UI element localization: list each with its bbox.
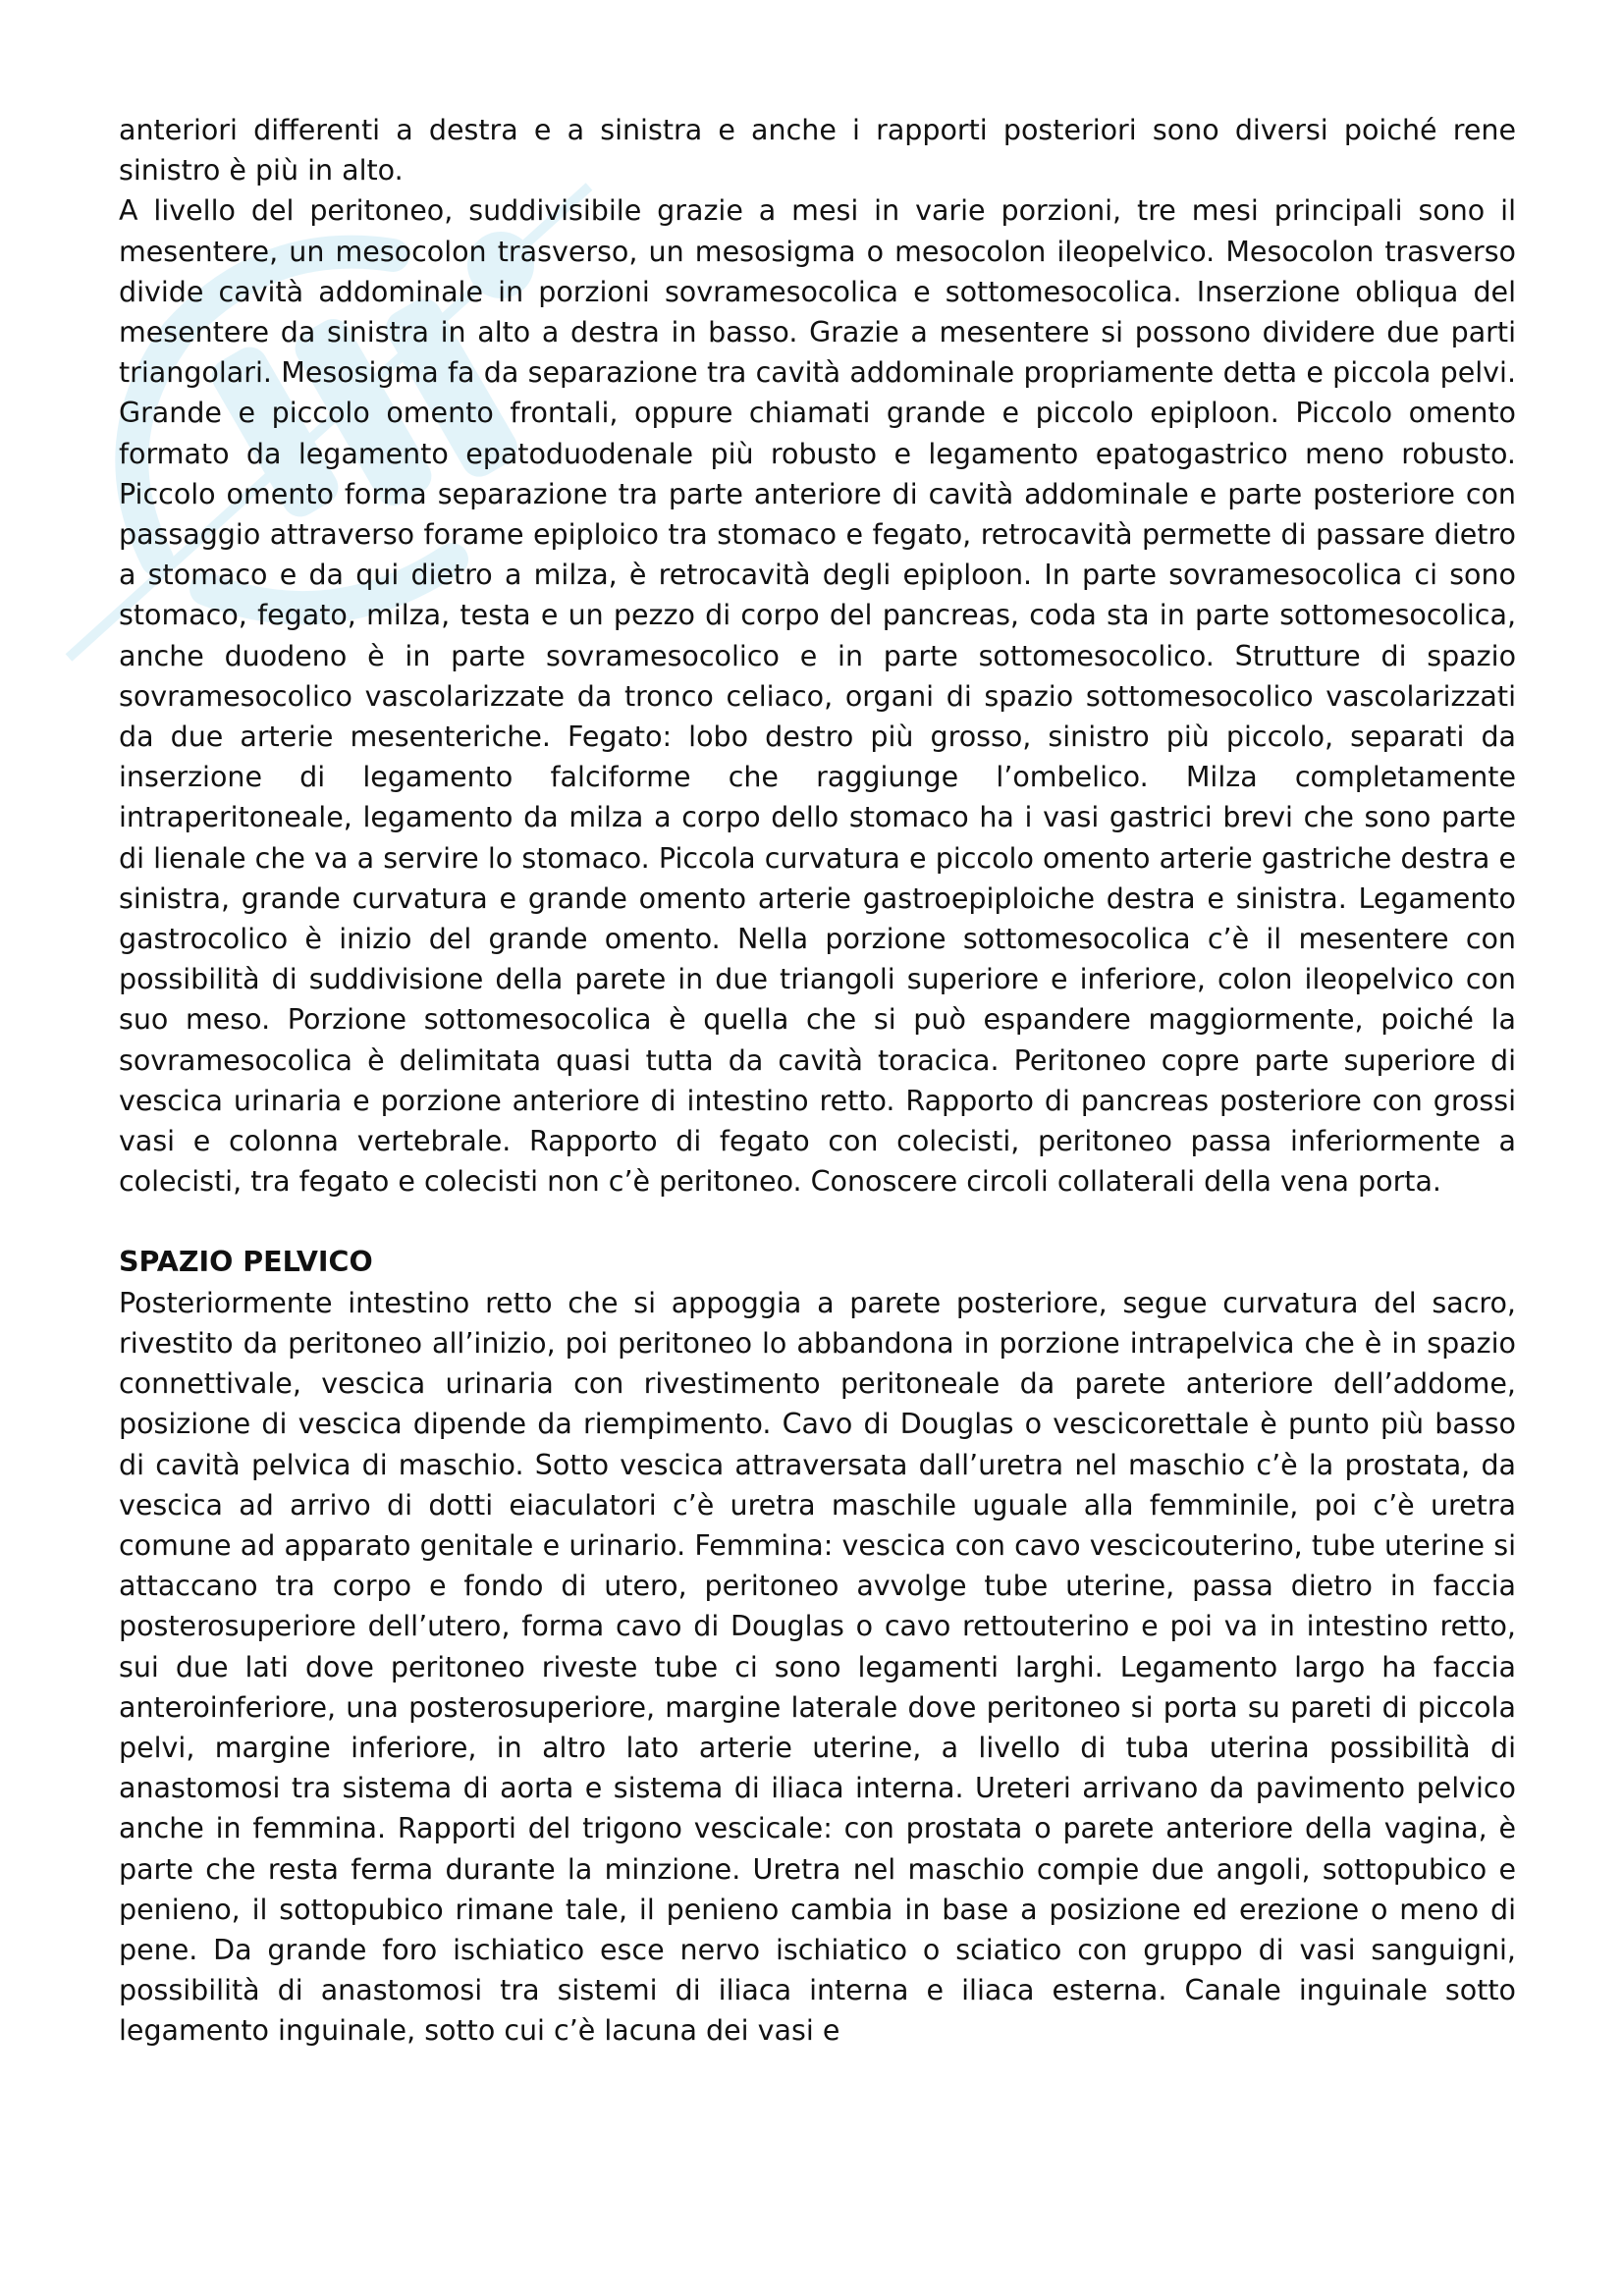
paragraph-spacer (119, 1201, 1516, 1242)
document-body (119, 110, 1516, 2052)
paragraph-spazio-pelvico: Posteriormente intestino retto che si appoggia a parete posteriore, segue curvatura del sacro, rivestito da peritoneo all’inizio, poi peritoneo lo abbandona in porzione intrapelvica che è in spazio connettivale, vescica urinaria con rivestimento peritoneale da parete anteriore dell’addome, posizione di vescica dipende da riempimento. Cavo di Douglas o vescicorettale è punto più basso di cavità pelvica di maschio. Sotto vescica attraversata dall’uretra nel maschio c’è la prostata, da vescica ad arrivo di dotti eiaculatori c’è uretra maschile uguale alla femminile, poi c’è uretra comune ad apparato genitale e urinario. Femmina: vescica con cavo vescicouterino, tube uterine si attaccano tra corpo e fondo di utero, peritoneo avvolge tube uterine, passa dietro in faccia posterosuperiore dell’utero, forma cavo di Douglas o cavo rettouterino e poi va in intestino retto, sui due lati dove peritoneo riveste tube ci sono legamenti larghi. Legamento largo ha faccia anteroinferiore, una posterosuperiore, margine laterale dove peritoneo si porta su pareti di piccola pelvi, margine inferiore, in altro lato arterie uterine, a livello di tuba uterina possibilità di anastomosi tra sistema di aorta e sistema di iliaca interna. Ureteri arrivano da pavimento pelvico anche in femmina. Rapporti del trigono vescicale: con prostata o parete anteriore della vagina, è parte che resta ferma durante la minzione. Uretra nel maschio compie due angoli, sottopubico e penieno, il sottopubico rimane tale, il penieno cambia in base a posizione ed erezione o meno di pene. Da grande foro ischiatico esce nervo ischiatico o sciatico con gruppo di vasi sanguigni, possibilità di anastomosi tra sistemi di iliaca interna e iliaca esterna. Canale inguinale sotto legamento inguinale, sotto cui c’è lacuna dei vasi e (119, 1286, 1516, 2048)
section-heading: SPAZIO PELVICO (119, 1246, 373, 1279)
paragraph-continuation: anteriori differenti a destra e a sinistra e anche i rapporti posteriori sono diversi poiché rene sinistro è più in alto. (119, 114, 1516, 187)
paragraph-peritoneo: A livello del peritoneo, suddivisibile grazie a mesi in varie porzioni, tre mesi principali sono il mesentere, un mesocolon trasverso, un mesosigma o mesocolon ileopelvico. Mesocolon trasverso divide cavità addominale in porzioni sovramesocolica e sottomesocolica. Inserzione obliqua del mesentere da sinistra in alto a destra in basso. Grazie a mesentere si possono dividere due parti triangolari. Mesosigma fa da separazione tra cavità addominale propriamente detta e piccola pelvi. Grande e piccolo omento frontali, oppure chiamati grande e piccolo epiploon. Piccolo omento formato da legamento epatoduodenale più robusto e legamento epatogastrico meno robusto. Piccolo omento forma separazione tra parte anteriore di cavità addominale e parte posteriore con passaggio attraverso forame epiploico tra stomaco e fegato, retrocavità permette di passare dietro a stomaco e da qui dietro a milza, è retrocavità degli epiploon. In parte sovramesocolica ci sono stomaco, fegato, milza, testa e un pezzo di corpo del pancreas, coda sta in parte sottomesocolica, anche duodeno è in parte sovramesocolico e in parte sottomesocolico. Strutture di spazio sovramesocolico vascolarizzate da tronco celiaco, organi di spazio sottomesocolico vascolarizzati da due arterie mesenteriche. Fegato: lobo destro più grosso, sinistro più piccolo, separati da inserzione di legamento falciforme che raggiunge l’ombelico. Milza completamente intraperitoneale, legamento da milza a corpo dello stomaco ha i vasi gastrici brevi che sono parte di lienale che va a servire lo stomaco. Piccola curvatura e piccolo omento arterie gastriche destra e sinistra, grande curvatura e grande omento arterie gastroepiploiche destra e sinistra. Legamento gastrocolico è inizio del grande omento. Nella porzione sottomesocolica c’è il mesentere con possibilità di suddivisione della parete in due triangoli superiore e inferiore, colon ileopelvico con suo meso. Porzione sottomesocolica è quella che si può espandere maggiormente, poiché la sovramesocolica è delimitata quasi tutta da cavità toracica. Peritoneo copre parte superiore di vescica urinaria e porzione anteriore di intestino retto. Rapporto di pancreas posteriore con grossi vasi e colonna vertebrale. Rapporto di fegato con colecisti, peritoneo passa inferiormente a colecisti, tra fegato e colecisti non c’è peritoneo. Conoscere circoli collaterali della vena porta. (119, 194, 1516, 1199)
